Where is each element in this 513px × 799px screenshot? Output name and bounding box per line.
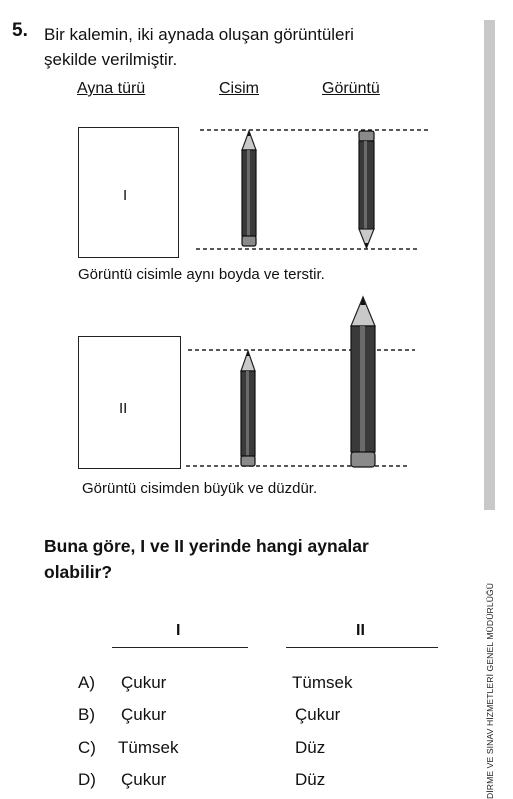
option-a-col-i: Çukur xyxy=(121,673,167,692)
sidebar-publisher-text: DİRME VE SINAV HİZMETLERİ GENEL MÜDÜRLÜĞÜ xyxy=(485,582,495,799)
table-header-rule-ii xyxy=(286,647,438,648)
table-header-rule-i xyxy=(112,647,248,648)
mirror-1-caption: Görüntü cisimle aynı boyda ve terstir. xyxy=(78,266,325,283)
object-pencil-1-icon xyxy=(242,131,256,246)
option-c-letter[interactable]: C) xyxy=(78,738,96,757)
question-stem-line-1: Bir kalemin, iki aynada oluşan görüntüleri xyxy=(44,25,354,44)
table-header-ii: II xyxy=(356,622,365,639)
column-header-mirror-type: Ayna türü xyxy=(77,80,146,97)
option-b-col-ii: Çukur xyxy=(295,705,341,724)
question-prompt-line-1: Buna göre, I ve II yerinde hangi aynalar xyxy=(44,536,369,556)
option-b-col-i: Çukur xyxy=(121,705,167,724)
question-number: 5. xyxy=(12,20,28,41)
option-c-col-ii: Düz xyxy=(295,738,326,757)
column-header-image: Görüntü xyxy=(322,80,380,97)
option-c-col-i: Tümsek xyxy=(118,738,179,757)
question-prompt-line-2: olabilir? xyxy=(44,562,113,582)
mirror-2-caption: Görüntü cisimden büyük ve düzdür. xyxy=(82,480,318,497)
option-d-col-i: Çukur xyxy=(121,770,167,789)
sidebar-bar xyxy=(484,20,495,510)
option-a-col-ii: Tümsek xyxy=(292,673,353,692)
table-header-i: I xyxy=(176,622,181,639)
question-stem-line-2: şekilde verilmiştir. xyxy=(44,50,178,69)
mirror-1-label: I xyxy=(123,187,128,204)
image-pencil-2-icon xyxy=(351,297,375,467)
mirror-2-label: II xyxy=(119,400,128,417)
object-pencil-2-icon xyxy=(241,351,255,466)
option-b-letter[interactable]: B) xyxy=(78,705,95,724)
column-header-object: Cisim xyxy=(219,80,259,97)
option-d-letter[interactable]: D) xyxy=(78,770,96,789)
option-d-col-ii: Düz xyxy=(295,770,326,789)
question-prompt xyxy=(44,533,464,585)
image-pencil-1-icon xyxy=(359,131,374,248)
option-a-letter[interactable]: A) xyxy=(78,673,95,692)
